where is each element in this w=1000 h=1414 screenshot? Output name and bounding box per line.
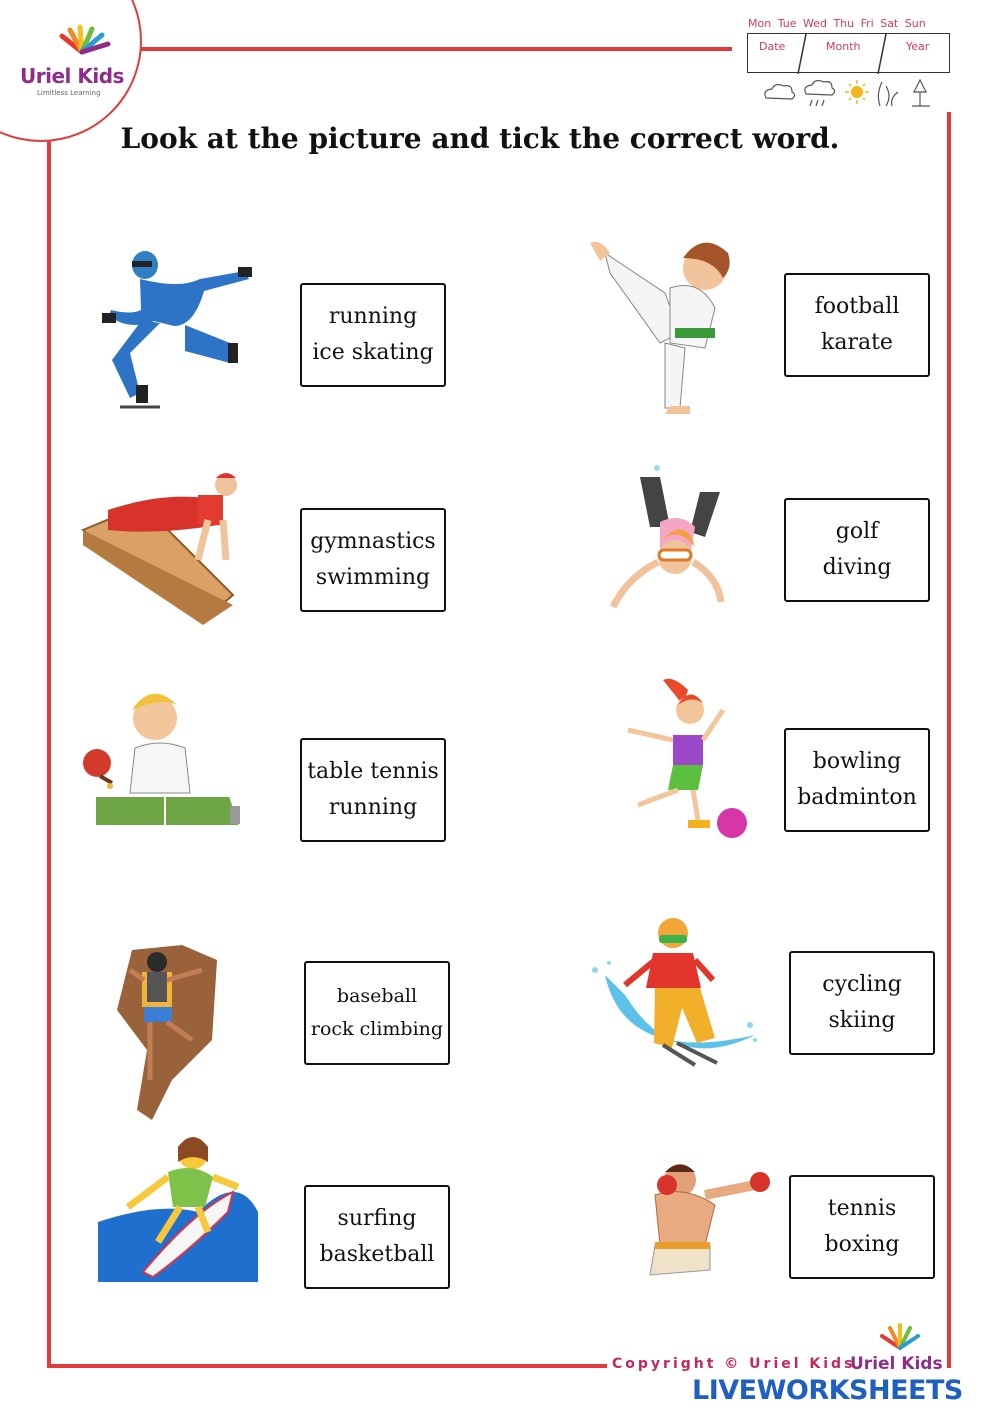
word-option[interactable]: football [814,293,900,319]
word-option[interactable]: tennis [827,1195,897,1221]
month-label: Month [826,40,861,53]
date-box-dividers [748,34,951,74]
footer-logo-rays-icon [870,1322,930,1352]
word-box-8 [789,951,935,1055]
year-label: Year [906,40,930,53]
instruction-title: Look at the picture and tick the correct word. [120,122,840,155]
word-box-7 [304,961,450,1065]
word-option[interactable]: running [328,303,418,329]
word-option[interactable]: running [328,795,418,820]
liveworksheets-logo[interactable]: LIVEWORKSHEETS [692,1375,963,1406]
frame-right-line [947,112,951,1368]
logo-tagline: Limitless Learning [37,89,101,97]
snow-icon[interactable] [912,80,930,106]
karate-kid-picture [585,238,745,418]
word-option[interactable]: baseball [336,985,418,1008]
word-box-4 [784,498,930,602]
frame-bottom-line [47,1364,607,1368]
date-label: Date [759,40,786,53]
skier-picture [585,915,765,1075]
sun-icon[interactable] [845,80,869,104]
word-option[interactable]: badminton [797,785,917,810]
frame-top-line [140,47,732,51]
surfer-picture [98,1132,258,1284]
word-box-1 [300,283,446,387]
word-option[interactable]: ice skating [312,340,434,365]
bowling-girl-picture [618,675,758,845]
word-option[interactable]: cycling [822,971,902,997]
word-option[interactable]: bowling [812,748,902,774]
rain-cloud-icon[interactable] [805,81,835,106]
cloud-icon[interactable] [765,85,795,99]
word-option[interactable]: basketball [319,1242,435,1267]
date-box[interactable] [747,33,950,73]
logo-badge [0,0,142,142]
word-box-3 [300,508,446,612]
word-option[interactable]: karate [821,330,893,355]
weekday-row: Mon Tue Wed Thu Fri Sat Sun [748,17,926,30]
footer-brand: Uriel Kids [850,1354,943,1374]
rock-climber-picture [112,940,227,1122]
ice-skater-picture [100,245,260,415]
word-box-10 [789,1175,935,1279]
word-box-6 [784,728,930,832]
word-box-9 [304,1185,450,1289]
frame-left-line [47,132,51,1368]
table-tennis-picture [80,688,245,840]
boxer-picture [605,1160,775,1280]
wind-icon[interactable] [878,82,898,106]
word-option[interactable]: skiing [828,1008,896,1033]
weather-icons-row [760,76,940,110]
word-option[interactable]: swimming [315,565,431,590]
diver-picture [605,462,735,622]
logo-rays-icon [42,22,122,62]
gymnast-picture [78,470,243,630]
word-box-5 [300,738,446,842]
word-option[interactable]: gymnastics [310,528,436,554]
word-option[interactable]: rock climbing [310,1018,444,1040]
logo-name: Uriel Kids [20,64,124,88]
word-box-2 [784,273,930,377]
word-option[interactable]: table tennis [307,758,439,784]
word-option[interactable]: diving [822,555,892,580]
word-option[interactable]: golf [835,518,879,544]
word-option[interactable]: surfing [337,1205,417,1231]
copyright-text: Copyright © Uriel Kids [612,1356,856,1372]
word-option[interactable]: boxing [824,1232,900,1257]
